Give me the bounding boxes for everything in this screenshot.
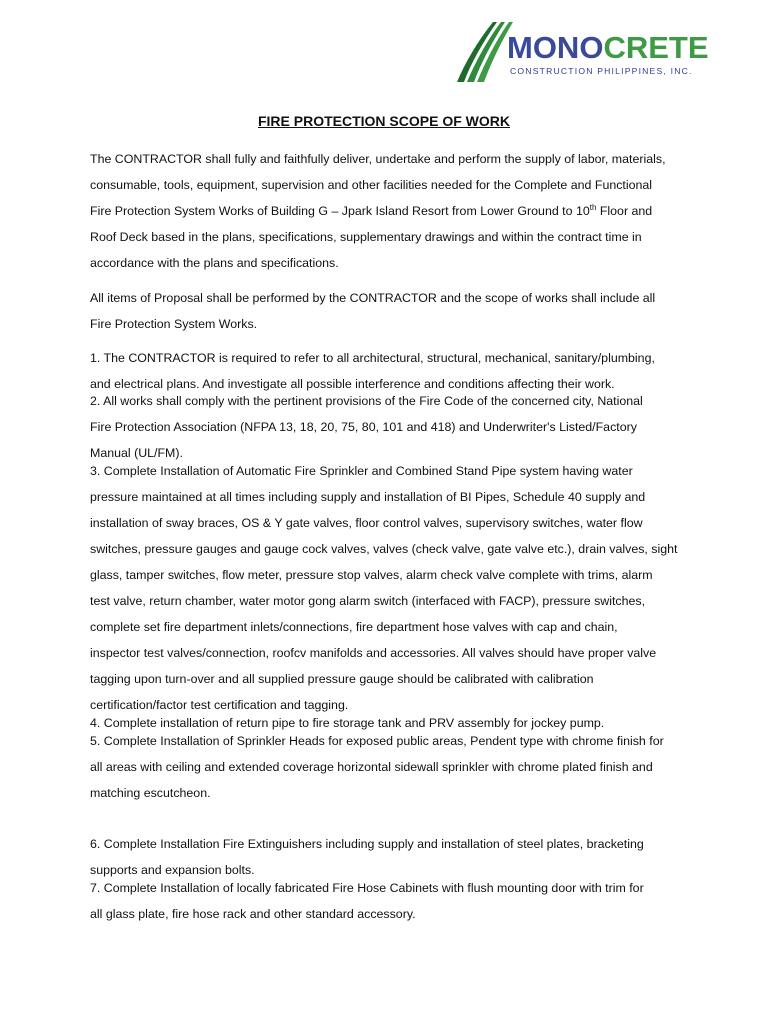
scope-item-line: complete set fire department inlets/connections, fire department hose valves with cap and chain, bbox=[90, 620, 618, 634]
scope-item-line: tagging upon turn-over and all supplied pressure gauge should be calibrated with calibration bbox=[90, 672, 594, 686]
scope-item-line: Fire Protection Association (NFPA 13, 18, 20, 75, 80, 101 and 418) and Underwriter's Listed/Factory bbox=[90, 420, 637, 434]
scope-item-line: matching escutcheon. bbox=[90, 786, 211, 800]
superscript-th: th bbox=[589, 202, 597, 212]
paragraph2-line: Fire Protection System Works. bbox=[90, 317, 258, 331]
paragraph1-line: Roof Deck based in the plans, specifications, supplementary drawings and within the contract time in bbox=[90, 230, 642, 244]
scope-item-line: certification/factor test certification and tagging. bbox=[90, 698, 349, 712]
paragraph1-line: accordance with the plans and specifications. bbox=[90, 256, 339, 270]
logo-brand-name bbox=[507, 32, 709, 64]
paragraph1-line: The CONTRACTOR shall fully and faithfully deliver, undertake and perform the supply of labor, materials, bbox=[90, 152, 666, 166]
scope-item-line: 3. Complete Installation of Automatic Fire Sprinkler and Combined Stand Pipe system having water bbox=[90, 464, 633, 478]
scope-item-line: pressure maintained at all times including supply and installation of BI Pipes, Schedule 40 supply and bbox=[90, 490, 646, 504]
scope-item-line: inspector test valves/connection, roofcv manifolds and accessories. All valves should have proper valve bbox=[90, 646, 657, 660]
company-logo bbox=[455, 18, 735, 84]
logo-brand-part2: CRETE bbox=[603, 30, 709, 65]
scope-item-line: 7. Complete Installation of locally fabricated Fire Hose Cabinets with flush mounting door with trim for bbox=[90, 881, 644, 895]
paragraph1-line: consumable, tools, equipment, supervision and other facilities needed for the Complete and Functional bbox=[90, 178, 653, 192]
scope-item-line: installation of sway braces, OS & Y gate valves, floor control valves, supervisory switches, water flow bbox=[90, 516, 643, 530]
scope-item-line: 6. Complete Installation Fire Extinguishers including supply and installation of steel plates, bracketing bbox=[90, 837, 644, 851]
scope-item-line: test valve, return chamber, water motor gong alarm switch (interfaced with FACP), pressure switches, bbox=[90, 594, 646, 608]
scope-item-line: Manual (UL/FM). bbox=[90, 446, 183, 460]
scope-item-line: 5. Complete Installation of Sprinkler Heads for exposed public areas, Pendent type with chrome finish for bbox=[90, 734, 664, 748]
scope-item-line: switches, pressure gauges and gauge cock valves, valves (check valve, gate valve etc.), drain valves, sight bbox=[90, 542, 678, 556]
scope-item-line: 4. Complete installation of return pipe to fire storage tank and PRV assembly for jockey pump. bbox=[90, 716, 605, 730]
scope-item-line: 1. The CONTRACTOR is required to refer to all architectural, structural, mechanical, sanitary/plumbing, bbox=[90, 351, 655, 365]
scope-item-line: and electrical plans. And investigate all possible interference and conditions affecting their work. bbox=[90, 377, 615, 391]
scope-item-line: all glass plate, fire hose rack and other standard accessory. bbox=[90, 907, 416, 921]
paragraph1-line bbox=[90, 204, 652, 218]
scope-item-line: 2. All works shall comply with the pertinent provisions of the Fire Code of the concerned city, National bbox=[90, 394, 643, 408]
scope-item-line: all areas with ceiling and extended coverage horizontal sidewall sprinkler with chrome plated finish and bbox=[90, 760, 653, 774]
logo-subtitle: CONSTRUCTION PHILIPPINES, INC. bbox=[510, 66, 693, 76]
paragraph1-line-tail: Floor and bbox=[596, 204, 653, 218]
document-title: FIRE PROTECTION SCOPE OF WORK bbox=[257, 113, 510, 129]
logo-stripes-icon bbox=[455, 18, 515, 84]
scope-item-line: glass, tamper switches, flow meter, pressure stop valves, alarm check valve complete with trims, alarm bbox=[90, 568, 653, 582]
scope-item-line: supports and expansion bolts. bbox=[90, 863, 255, 877]
paragraph2-line: All items of Proposal shall be performed by the CONTRACTOR and the scope of works shall include all bbox=[90, 291, 656, 305]
logo-brand-part1: MONO bbox=[507, 30, 604, 65]
paragraph1-line-text: Fire Protection System Works of Building G – Jpark Island Resort from Lower Ground to 10 bbox=[90, 204, 590, 218]
